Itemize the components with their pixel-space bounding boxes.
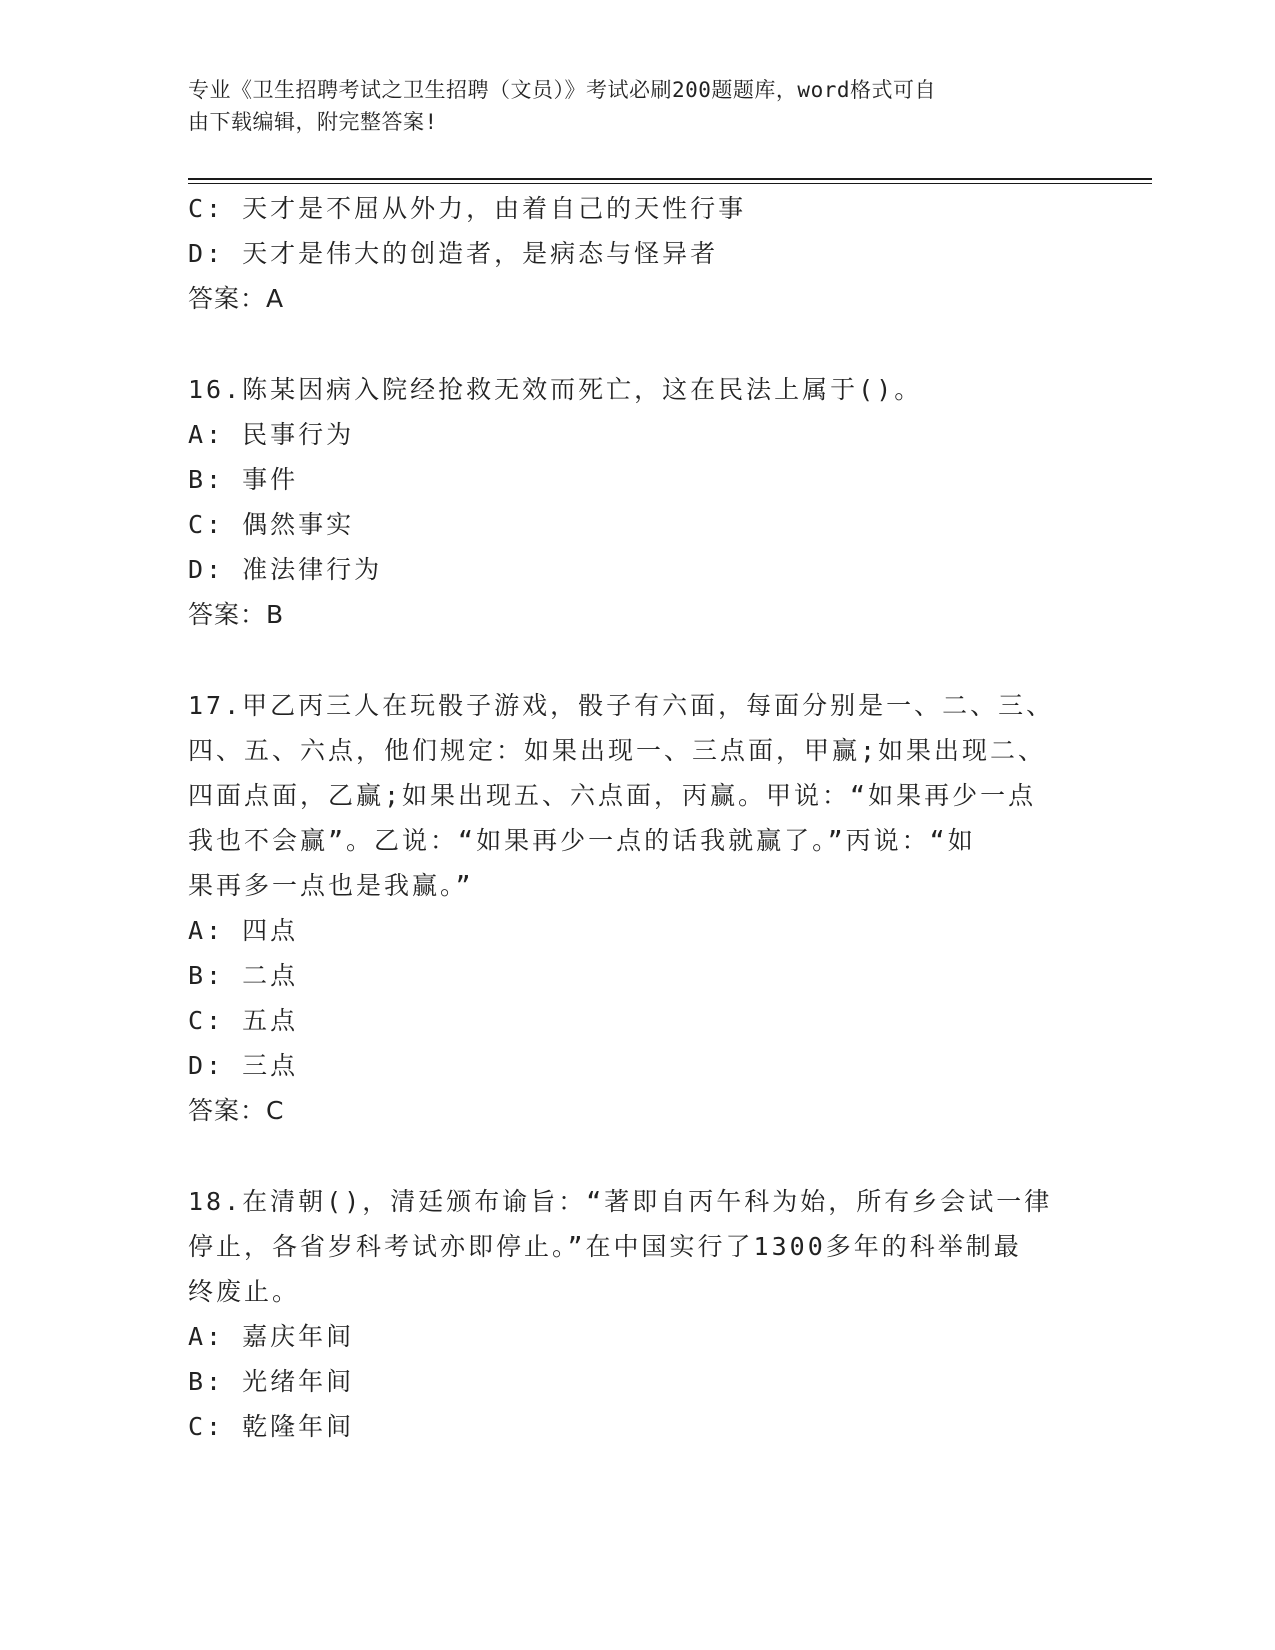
question-text-line: 我也不会赢”。乙说：“如果再少一点的话我就赢了。”丙说：“如 — [188, 826, 976, 855]
question-text-line: 果再多一点也是我赢。” — [188, 871, 474, 900]
option-d: D: 天才是伟大的创造者，是病态与怪异者 — [188, 239, 719, 268]
question-text — [188, 683, 1068, 908]
option-c: C: 乾隆年间 — [188, 1412, 355, 1441]
option-b: B: 二点 — [188, 961, 299, 990]
question-text: 16.陈某因病入院经抢救无效而死亡，这在民法上属于()。 — [188, 375, 923, 404]
option-b: B: 事件 — [188, 465, 299, 494]
question-text-line: 18.在清朝()，清廷颁布谕旨：“著即自丙午科为始，所有乡会试一律 — [188, 1187, 1053, 1216]
option-d: D: 三点 — [188, 1051, 299, 1080]
answer-label: 答案：A — [188, 284, 285, 313]
option-a: A: 嘉庆年间 — [188, 1322, 355, 1351]
answer-label: 答案：B — [188, 600, 285, 629]
header-divider-thick — [188, 178, 1152, 180]
option-a: A: 民事行为 — [188, 420, 355, 449]
option-a: A: 四点 — [188, 916, 299, 945]
question-list — [188, 186, 1088, 1449]
question-text-line: 终废止。 — [188, 1277, 301, 1306]
option-b: B: 光绪年间 — [188, 1367, 355, 1396]
option-d: D: 准法律行为 — [188, 555, 383, 584]
question-text-line: 四面点面，乙赢;如果出现五、六点面，丙赢。甲说：“如果再少一点 — [188, 781, 1037, 810]
question-text-line: 四、五、六点，他们规定：如果出现一、三点面，甲赢;如果出现二、 — [188, 736, 1047, 765]
option-c: C: 偶然事实 — [188, 510, 355, 539]
header-divider-thin — [188, 183, 1152, 184]
answer-label: 答案：C — [188, 1096, 285, 1125]
question-18 — [188, 1179, 1088, 1449]
document-header — [188, 74, 1068, 138]
spacer — [188, 637, 1088, 683]
question-text-line: 停止，各省岁科考试亦即停止。”在中国实行了1300多年的科举制最 — [188, 1232, 1022, 1261]
option-c: C: 五点 — [188, 1006, 299, 1035]
spacer — [188, 1133, 1088, 1179]
spacer — [188, 321, 1088, 367]
question-text-line: 17.甲乙丙三人在玩骰子游戏，骰子有六面，每面分别是一、二、三、 — [188, 691, 1055, 720]
question-16 — [188, 367, 1088, 637]
option-c: C: 天才是不屈从外力，由着自己的天性行事 — [188, 194, 747, 223]
question-15 — [188, 186, 1088, 321]
header-line-2: 由下载编辑，附完整答案! — [188, 110, 438, 134]
header-line-1: 专业《卫生招聘考试之卫生招聘（文员）》考试必刷200题题库，word格式可自 — [188, 78, 936, 102]
question-17 — [188, 683, 1088, 1133]
question-text — [188, 1179, 1068, 1314]
